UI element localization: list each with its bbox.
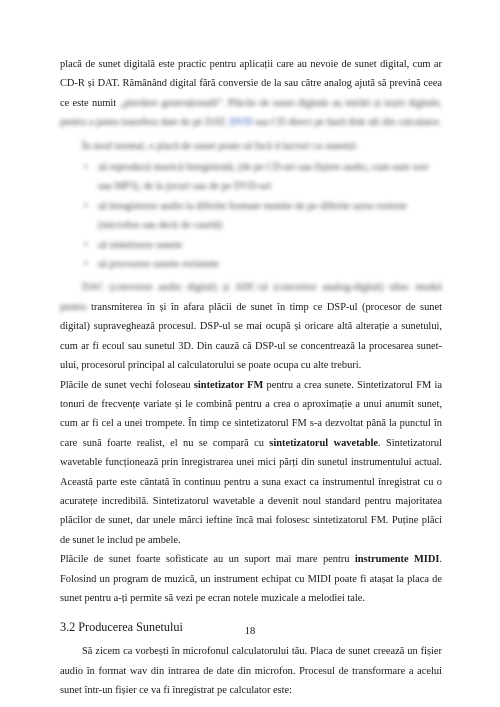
bold-term: sintetizatorul wavetable xyxy=(269,437,379,449)
bold-term: sintetizator FM xyxy=(193,379,264,391)
page-content xyxy=(60,55,442,701)
blurred-list-block xyxy=(60,137,442,275)
paragraph-text: pentru a crea sunete. Sintetizatorul FM ia tonuri de frecvențe variate și le combină pentru a crea o aproximație a unui anumit sunet, cum ar fi cel a unei trompete. În timp ce sintetizatorul FM s-a dezvoltat până la punctul în care sună foarte realist, el nu se compară cu xyxy=(60,379,442,449)
list-item: • să înregistreze audio la diferite formate numite de pe diferite surse externe (microfon sau deck de casetă) xyxy=(86,197,442,236)
blurred-text-part: „pierdere generațională”. Plăcile de sunet digitale au intrări și ieșiri digitale, pentru a putea transfera date de pe DAT, xyxy=(60,97,442,129)
bullet-list xyxy=(60,158,442,274)
paragraph-text: placă de sunet digitală este practic pentru aplicații care au nevoie de sunet digital, cum ar CD-R și DAT. Rămânând digital fără conversie de la sau către analog ajută să prevină ceea ce este numit xyxy=(60,59,442,109)
list-item: • să sintetizeze sunete xyxy=(86,236,442,255)
paragraph-text: Plăcile de sunet vechi foloseau xyxy=(60,379,194,391)
page-number: 18 xyxy=(244,626,256,637)
paragraph-dac-adc xyxy=(60,278,442,375)
section-heading: 3.2 Producerea Sunetului xyxy=(60,620,183,635)
list-item: • să reproducă muzică înregistrată, (de pe CD-uri sau fișiere audio, cum sunt wav sau MP3), de la jocuri sau de pe DVD-uri xyxy=(86,158,442,197)
list-item: • să proceseze sunete existente xyxy=(86,255,442,274)
paragraph-digital-sound-card xyxy=(60,55,442,133)
blurred-text: DAC (convertor audio digital) și ADC-ul (convertor analog-digital) sibsc modul pentru xyxy=(60,282,442,313)
list-intro: În mod normal, o placă de sunet poate să facă 4 lucruri cu sunetul: xyxy=(82,140,358,152)
blurred-text-end: sau CD direct pe hard disk săi din calculator. xyxy=(252,117,441,129)
paragraph-text: transmiterea în și în afara plăcii de sunet în timp ce DSP-ul (procesor de sunet digital) supraveghează procesul. DSP-ul se mai ocupă și oricare altă alterație a sunetului, cum ar fi ecoul sau sunetul 3D. Din cauză că DSP-ul se concentrează la procesarea sunet-ului, procesorul principal al calculatorului se poate ocupa cu alte treburi. xyxy=(60,301,442,372)
paragraph-sound-production: Să zicem ca vorbești în microfonul calculatorului tău. Placa de sunet creează un fișier audio în format wav din intrarea de date din microfon. Procesul de transformare a acelui sunet într-un fișier ce va fi înregistrat pe calculator este: xyxy=(60,646,442,697)
paragraph-fm-synth xyxy=(60,376,442,551)
dvd-link[interactable]: DVD xyxy=(229,117,253,129)
paragraph-text: Plăcile de sunet foarte sofisticate au un suport mai mare pentru xyxy=(60,554,355,566)
paragraph-text: . Sintetizatorul wavetable funcționează prin înregistrarea unei mici părți din sunetul instrumentului actual. Această parte este cântată în continuu pentru a suna exact ca instrumentul înregistrat cu o acuratețe incredibilă. Sintetizatorul wavetable a devenit noul standard pentru majoritatea plăcilor de sunet, dar unele mărci ieftine încă mai folosesc sintetizatorul FM. Puține plăci de sunet le includ pe ambele. xyxy=(60,437,442,546)
paragraph-text: . Folosind un program de muzică, un instrument echipat cu MIDI poate fi atașat la placa de sunet pentru a-ți permite să vezi pe ecran notele muzicale a melodiei tale. xyxy=(60,554,442,604)
paragraph-midi xyxy=(60,550,442,608)
bold-term: instrumente MIDI xyxy=(354,554,440,566)
